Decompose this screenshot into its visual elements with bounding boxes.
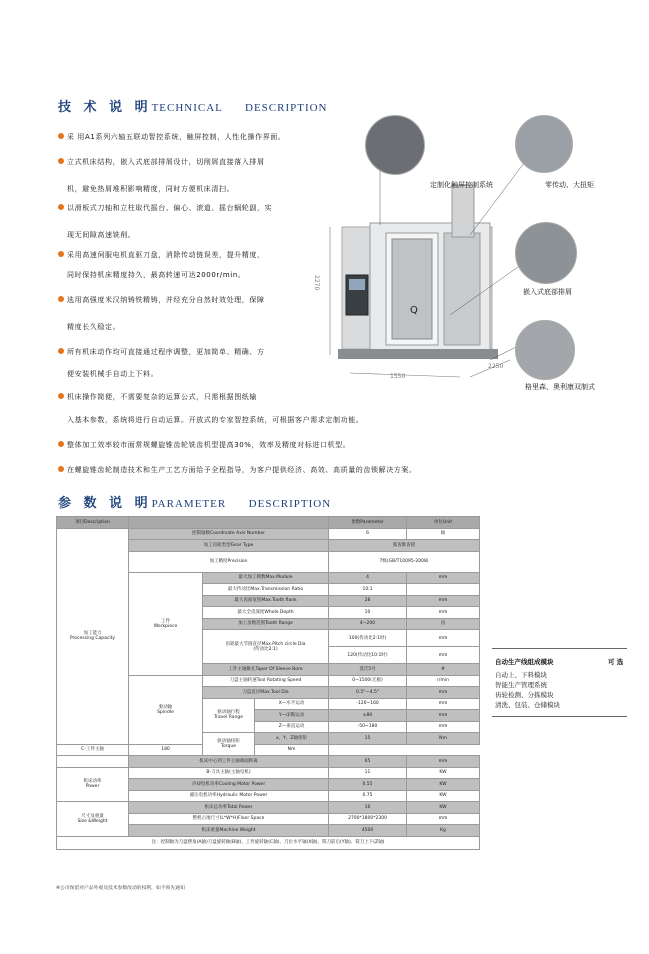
tech-title: 技 术 说 明TECHNICAL DESCRIPTION — [58, 100, 328, 115]
bullet-text: 以滑板式刀轴和立柱取代摇台、偏心、滚道、摇台蜗轮副，实 — [67, 204, 273, 212]
bullet-text: 入基本参数，系统将进行自动运算。开放式的专家智控系统，可根据客户需求定制功能。 — [67, 416, 364, 424]
table-cell: 加工齿轮类型Gear Type — [129, 540, 329, 552]
table-cell: 0.75 — [329, 790, 407, 802]
table-cell: KW — [407, 767, 480, 779]
bullet-text: 机，避免热屑堆积影响精度，同时方便机床清扫。 — [67, 185, 235, 193]
bullet-text: 采用高速伺服电机直驱刀盘，消除传动链误差，提升精度， — [67, 251, 265, 259]
automation-module-panel — [492, 648, 627, 718]
table-cell: KW — [407, 802, 480, 814]
table-cell: 10:1 — [329, 584, 407, 596]
bullet-icon — [58, 296, 64, 302]
table-cell: mm — [407, 687, 480, 699]
table-row — [57, 744, 480, 756]
table-cell: 参数Parameter — [329, 517, 407, 529]
table-cell: -50~180 — [329, 721, 407, 733]
footnote: ※公司保留对产品外观及技术参数改动的权利，如不预先通知 — [56, 886, 185, 891]
table-cell: 65 — [329, 756, 407, 768]
table-cell: Nm — [255, 744, 329, 756]
table-cell: ±80 — [329, 710, 407, 722]
table-cell: 最大齿面宽度Max.Tooth flank — [203, 595, 329, 607]
bullet-icon — [58, 251, 64, 257]
table-cell: Y—床鞍运动 — [255, 710, 329, 722]
bullet-icon — [58, 133, 64, 139]
table-cell: -120~160 — [329, 698, 407, 710]
bullet-icon — [58, 158, 64, 164]
table-cell: mm — [407, 813, 480, 825]
list-item: 齿轮检测、分拣模块 — [495, 691, 554, 699]
bullet-text: 同时保持机床精度持久，最高转速可达2000r/min。 — [67, 271, 246, 279]
table-cell: 最大加工模数Max.Module — [203, 572, 329, 584]
panel-optional-label: 可 选 — [608, 658, 624, 666]
table-cell: 工件主轴锥孔Taper Of Sleeve Bore — [203, 664, 329, 676]
table-cell: 0~1500(无极) — [329, 675, 407, 687]
bullet-text: 立式机床结构，嵌入式底部排屑设计，切削屑直接落入排屑 — [67, 158, 265, 166]
table-cell: 28 — [329, 595, 407, 607]
table-cell: 单位Unit — [407, 517, 480, 529]
table-cell: # — [407, 664, 480, 676]
table-cell: 100(传动比2:1时) — [329, 630, 407, 647]
table-cell: r/min — [407, 675, 480, 687]
table-cell: 加工精度Precision — [129, 551, 329, 572]
gear-image — [515, 320, 575, 380]
table-cell: 冷却电机功率Cooling Motor Power — [129, 779, 329, 791]
table-cell: mm — [407, 721, 480, 733]
table-cell: 弧齿锥齿轮 — [329, 540, 480, 552]
bullet-icon — [58, 393, 64, 399]
table-cell: Kg — [407, 825, 480, 837]
table-cell: mm — [407, 647, 480, 664]
table-cell: 轴 — [407, 528, 480, 540]
dimension-height: 2270 — [313, 275, 320, 291]
bullet-icon — [58, 204, 64, 210]
table-cell: 4~200 — [329, 618, 407, 630]
table-cell: X—水平运动 — [255, 698, 329, 710]
table-cell: 加工能力 Processing Capacity — [57, 528, 129, 744]
dimension-depth: 2250 — [488, 363, 504, 370]
table-cell: 16 — [329, 802, 407, 814]
control-screen-image — [365, 115, 425, 175]
list-item: 智能生产管理系统 — [495, 681, 547, 689]
table-cell: 液压电机功率Hydraulic Motor Power — [129, 790, 329, 802]
table-row — [57, 767, 480, 779]
spindle-image — [515, 115, 573, 173]
table-row — [57, 756, 480, 768]
table-cell: 最大全齿深度Whole Depth — [203, 607, 329, 619]
bullet-icon — [58, 441, 64, 447]
bullet-text: 机床操作简便，不需要复杂的运算公式，只需根据图纸输 — [67, 393, 257, 401]
table-cell: mm — [407, 572, 480, 584]
table-cell: 7级(GB/T10095-2008) — [329, 551, 480, 572]
bullet-text: 精度长久稳定。 — [67, 323, 121, 331]
table-cell: Z—垂直运动 — [255, 721, 329, 733]
table-cell: 10 — [329, 607, 407, 619]
callout-gear-standard: 格里森、奥利康双制式 — [525, 383, 595, 391]
table-cell: 机床总功率Total Power — [129, 802, 329, 814]
table-cell: 机床重量Machine Weight — [129, 825, 329, 837]
table-cell: 120(传动比10:1时) — [329, 647, 407, 664]
dimension-width: 1550 — [390, 373, 406, 380]
bullet-text: 现无间隙高速铣削。 — [67, 231, 136, 239]
table-cell: mm — [407, 710, 480, 722]
table-cell: 4500 — [329, 825, 407, 837]
table-cell: mm — [407, 698, 480, 710]
table-cell: 驱动轴 Spindle — [129, 675, 203, 744]
list-item: 清洗、包装、仓储模块 — [495, 701, 560, 709]
table-cell: 0.55 — [329, 779, 407, 791]
table-cell: 整机占地尺寸(L*W*H)Floor Space — [129, 813, 329, 825]
table-cell: mm — [407, 607, 480, 619]
table-cell: 0.5"—4.5" — [329, 687, 407, 699]
table-row — [57, 528, 480, 540]
table-cell: 驱动轴行程 Travel Range — [203, 698, 255, 733]
table-cell: KW — [407, 790, 480, 802]
table-cell: 2700*1800*2300 — [329, 813, 407, 825]
table-cell: mm — [407, 595, 480, 607]
table-cell — [407, 584, 480, 596]
panel-label: Q — [410, 305, 418, 316]
bullet-text: 采 用A1系列六轴五联动智控系统，触屏控制，人性化操作界面。 — [67, 133, 286, 141]
table-cell: 刀盘直径Max.Tool Dia — [203, 687, 329, 699]
table-cell: mm — [407, 756, 480, 768]
table-cell: 齿 — [407, 618, 480, 630]
table-note: 注：控制轴为刀盘摆角(A轴)刀盘旋转轴(B轴)、工件旋转轴(C轴)、刀位水平轴(X轴)、铣刀前后(Y轴)、铣刀上下(Z轴) — [57, 836, 480, 849]
table-row — [57, 802, 480, 814]
table-cell: x、Y、Z轴扭矩 — [255, 733, 329, 745]
table-cell: 最大传动比Max.Transmission Ratio — [203, 584, 329, 596]
callout-control-system: 定制化触屏控制系统 — [430, 181, 493, 189]
table-cell: C-工件主轴 — [57, 744, 129, 756]
parameter-table — [56, 516, 480, 850]
table-cell: 6 — [329, 528, 407, 540]
bullet-text: 所有机床动作均可直接通过程序调整，更加简单、精确、方 — [67, 348, 265, 356]
table-header-row — [57, 517, 480, 529]
bullet-icon — [58, 348, 64, 354]
panel-top-rule — [492, 648, 627, 649]
panel-bottom-rule — [492, 716, 627, 717]
table-cell: 控制轴数Coordinate Axis Number — [129, 528, 329, 540]
table-cell: 15 — [329, 733, 407, 745]
table-cell: KW — [407, 779, 480, 791]
bullet-text: 整体加工效率较市面常规螺旋锥齿轮铣齿机型提高30%，效率及精度对标进口机型。 — [67, 441, 351, 449]
table-cell: 齿轮最大节圆直径Max.Pitch circle Dia (传动比2:1) — [203, 630, 329, 664]
table-cell: Nm — [407, 733, 480, 745]
table-cell: 180 — [129, 744, 203, 756]
table-cell: 莫氏5号 — [329, 664, 407, 676]
table-cell: 驱动轴扭矩 Torque — [203, 733, 255, 756]
bullet-text: 在螺旋锥齿轮制造技术和生产工艺方面给予全程指导，为客户提供经济、高效、高质量的齿锁解决方案。 — [67, 466, 417, 474]
table-cell: 机床中心到工件主轴端面距离 — [129, 756, 329, 768]
table-cell: 工件 Workpiece — [129, 572, 203, 675]
bullet-icon — [58, 466, 64, 472]
list-item: 自动上、下料模块 — [495, 671, 547, 679]
machine-figure — [313, 115, 610, 391]
table-cell: mm — [407, 630, 480, 647]
callout-direct-drive: 零传动、大扭矩 — [545, 181, 594, 189]
table-cell: 机床动率 Power — [57, 767, 129, 802]
callout-chip-removal: 嵌入式底部排屑 — [523, 288, 572, 296]
table-cell: 项目Description — [57, 517, 129, 529]
table-note-row — [57, 836, 480, 849]
param-title: 参 数 说 明PARAMETER DESCRIPTION — [58, 496, 332, 511]
table-cell: 4 — [329, 572, 407, 584]
table-cell: B-刀具主轴(主轴电机) — [129, 767, 329, 779]
panel-title: 自动生产线组成模块 — [495, 658, 554, 666]
table-cell: 加工齿数范围Tooth Range — [203, 618, 329, 630]
bullet-text: 便安装机械手自动上下料。 — [67, 370, 159, 378]
table-cell: 刀盘主轴转速Tool Rotating Speed — [203, 675, 329, 687]
table-cell: 尺寸及重量 Size &Weight — [57, 802, 129, 837]
bullet-text: 选用高强度米汉纳铸铁精铸，并经充分自然时效处理，保障 — [67, 296, 265, 304]
table-cell: 11 — [329, 767, 407, 779]
chip-conveyor-image — [515, 222, 577, 284]
